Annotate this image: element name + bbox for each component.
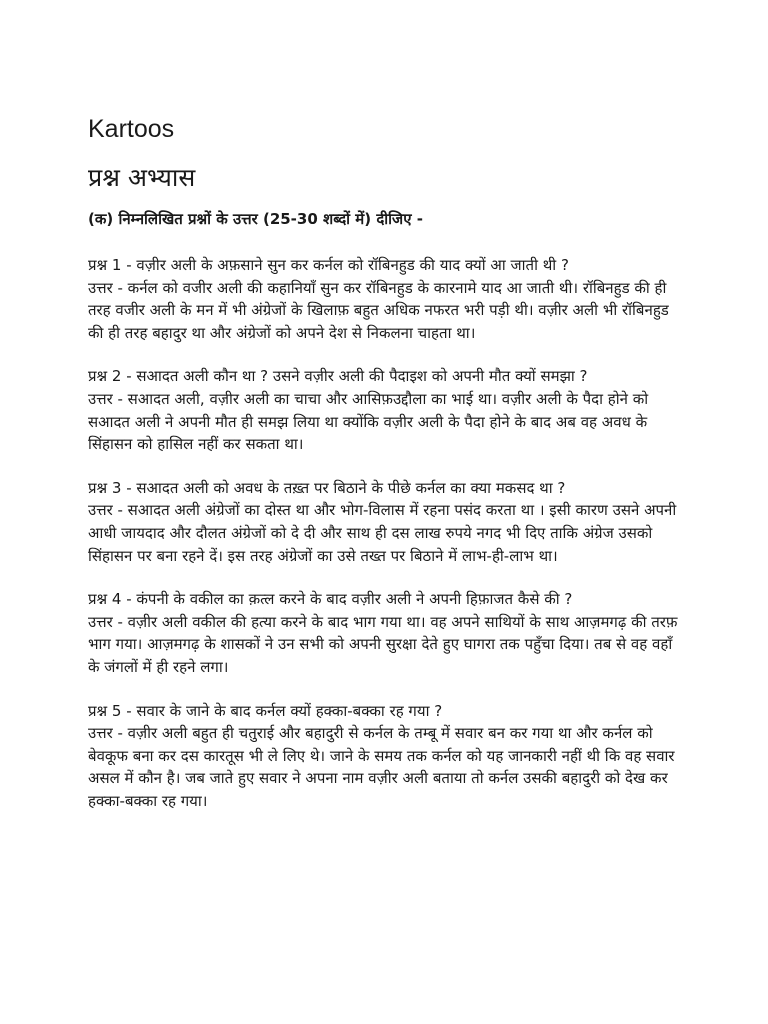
document-page <box>88 112 688 812</box>
question-text: प्रश्न 3 - सआदत अली को अवध के तख़्त पर बिठाने के पीछे कर्नल का क्या मकसद था ? <box>88 478 566 497</box>
instruction-text: (क) निम्नलिखित प्रश्नों के उत्तर (25-30 शब्दों में) दीजिए - <box>88 210 423 228</box>
qa-block-5 <box>88 700 688 813</box>
answer-text: उत्तर - वज़ीर अली वकील की हत्या करने के बाद भाग गया था। वह अपने साथियों के साथ आज़मगढ़ की तरफ़ भाग गया। आज़मगढ़ के शासकों ने उन सभी को अपनी सुरक्षा देते हुए घागरा तक पहुँचा दिया। तब से वह वहाँ के जंगलों में ही रहने लगा। <box>88 612 678 676</box>
answer-text: उत्तर - सआदत अली, वज़ीर अली का चाचा और आसिफ़उद्दौला का भाई था। वज़ीर अली के पैदा होने को सआदत अली ने अपनी मौत ही समझ लिया था क्योंकि वज़ीर अली के पैदा होने के बाद अब वह अवध के सिंहासन को हासिल नहीं कर सकता था। <box>88 389 649 454</box>
answer-text: उत्तर - वज़ीर अली बहुत ही चतुराई और बहादुरी से कर्नल के तम्बू में सवार बन कर गया था और कर्नल को बेवकूफ बना कर दस कारतूस भी ले लिए थे। जाने के समय तक कर्नल को यह जानकारी नहीं थी कि वह सवार असल में कौन है। जब जाते हुए सवार ने अपना नाम वज़ीर अली बताया तो कर्नल उसकी बहादुरी को देख कर हक्का-बक्का रह गया। <box>88 724 675 810</box>
document-title: Kartoos <box>88 115 175 143</box>
section-title: प्रश्न अभ्यास <box>88 163 196 192</box>
answer-text: उत्तर - कर्नल को वजीर अली की कहानियाँ सुन कर रॉबिनहुड के कारनामे याद आ जाती थी। रॉबिनहुड की ही तरह वजीर अली के मन में भी अंग्रेजों के खिलाफ़ बहुत अधिक नफरत भरी पड़ी थी। वज़ीर अली भी रॉबिनहुड की ही तरह बहादुर था और अंग्रेजों को अपने देश से निकलना चाहता था। <box>88 278 669 342</box>
question-text: प्रश्न 2 - सआदत अली कौन था ? उसने वज़ीर अली की पैदाइश को अपनी मौत क्यों समझा ? <box>88 367 588 386</box>
qa-block-2 <box>88 365 688 455</box>
qa-block-1 <box>88 254 688 344</box>
qa-block-4 <box>88 588 688 678</box>
question-text: प्रश्न 4 - कंपनी के वकील का क़त्ल करने के बाद वज़ीर अली ने अपनी हिफ़ाजत कैसे की ? <box>88 590 573 609</box>
question-text: प्रश्न 5 - सवार के जाने के बाद कर्नल क्यों हक्का-बक्का रह गया ? <box>88 701 443 720</box>
question-text: प्रश्न 1 - वज़ीर अली के अफ़साने सुन कर कर्नल को रॉबिनहुड की याद क्यों आ जाती थी ? <box>88 256 569 274</box>
qa-block-3 <box>88 477 688 567</box>
answer-text: उत्तर - सआदत अली अंग्रेजों का दोस्त था और भोग-विलास में रहना पसंद करता था । इसी कारण उसने अपनी आधी जायदाद और दौलत अंग्रेजों को दे दी और साथ ही दस लाख रुपये नगद भी दिए ताकि अंग्रेज उसको सिंहासन पर बना रहने दें। इस तरह अंग्रेजों का उसे तख्त पर बिठाने में लाभ-ही-लाभ था। <box>88 501 677 565</box>
